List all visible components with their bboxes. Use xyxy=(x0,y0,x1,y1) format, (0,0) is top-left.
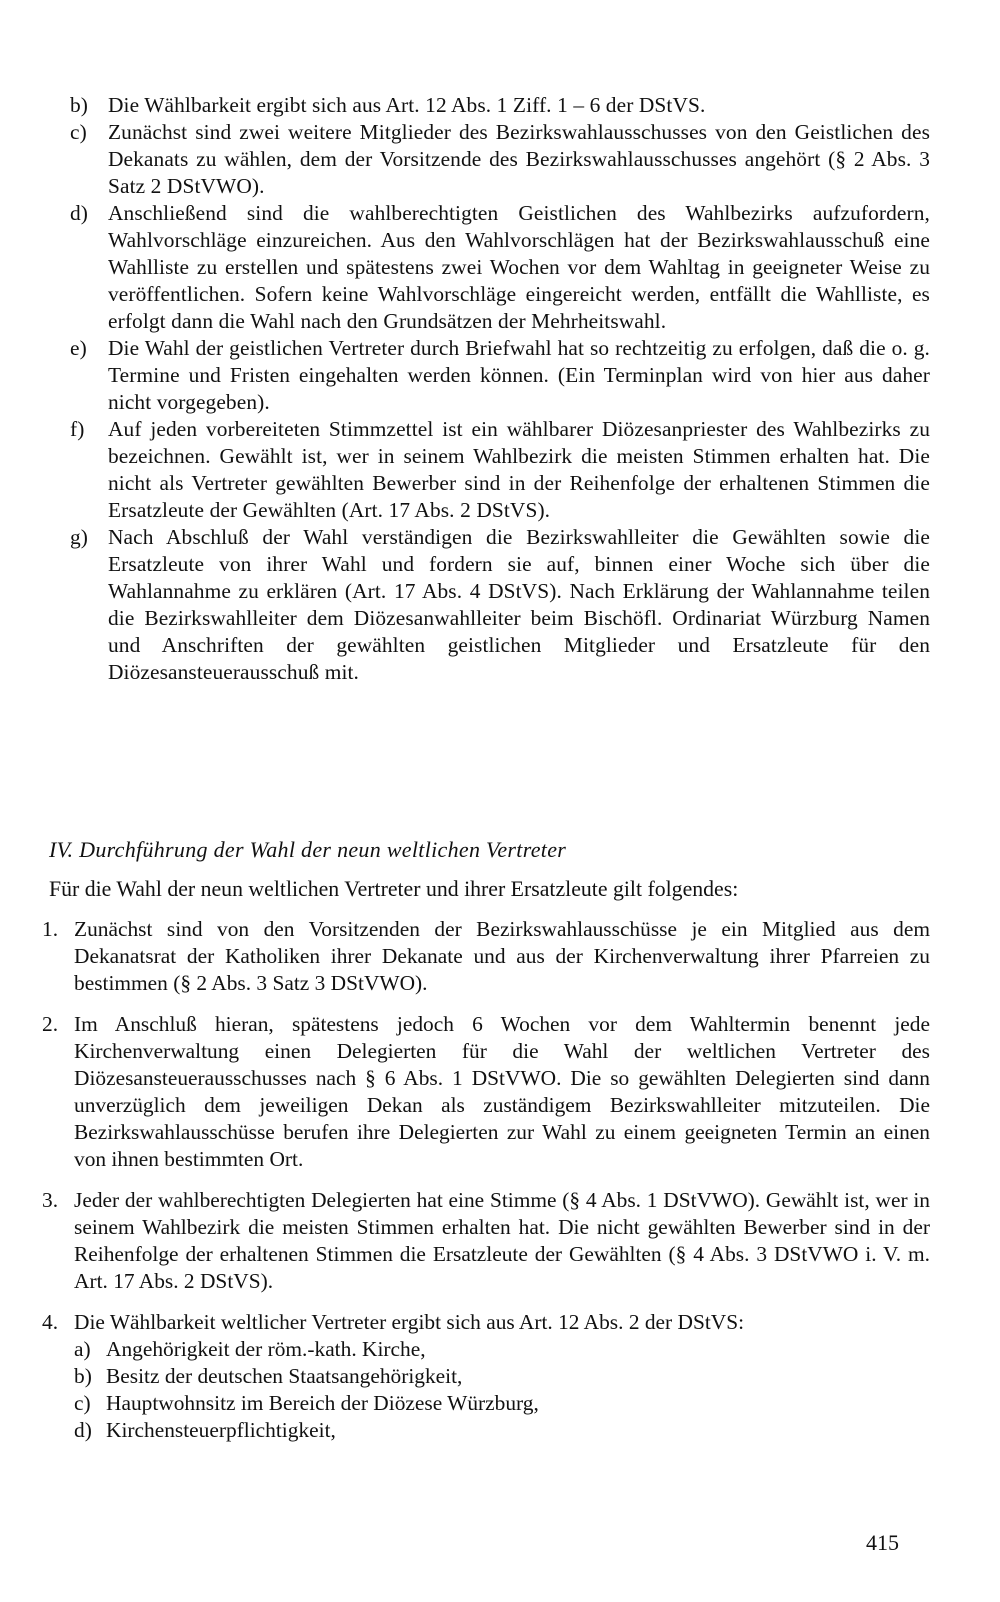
section-heading: IV. Durchführung der Wahl der neun weltlichen Vertreter xyxy=(49,837,567,862)
list-item xyxy=(70,524,930,686)
list-marker: 4. xyxy=(42,1310,59,1334)
list-item-text: Nach Abschluß der Wahl verständigen die Bezirkswahlleiter die Gewählten sowie die Ersatzleute von ihrer Wahl und fordern sie auf, binnen einer Woche sich über die Wahlannahme zu erklären (Art. 17 Abs. 4 DStVS). Nach Erklärung der Wahlannahme teilen die Bezirkswahlleiter dem Diözesanwahlleiter beim Bischöfl. Ordinariat Würzburg Namen und Anschriften der gewählten geistlichen Mitglieder und Ersatzleute für den Diözesansteuerausschuß mit. xyxy=(108,525,930,684)
list-item-text: Jeder der wahlberechtigten Delegierten hat eine Stimme (§ 4 Abs. 1 DStVWO). Gewählt ist, wer in seinem Wahlbezirk die meisten Stimmen erhalten hat. Die nicht gewählten Bewerber sind in der Reihenfolge der erhaltenen Stimmen die Ersatzleute der Gewählten (§ 4 Abs. 3 DStVWO i. V. m. Art. 17 Abs. 2 DStVS). xyxy=(74,1188,930,1293)
list-item xyxy=(70,335,930,416)
list-marker: a) xyxy=(74,1337,91,1361)
list-marker: d) xyxy=(70,201,89,225)
numbered-list xyxy=(42,916,930,1444)
sub-list-item xyxy=(74,1390,930,1417)
list-item-body xyxy=(74,1309,930,1444)
section-intro: Für die Wahl der neun weltlichen Vertreter und ihrer Ersatzleute gilt folgendes: xyxy=(49,877,739,901)
list-item xyxy=(70,416,930,524)
list-item-text: Kirchensteuerpflichtigkeit, xyxy=(106,1418,336,1442)
list-item-text: Die Wahl der geistlichen Vertreter durch Briefwahl hat so rechtzeitig zu erfolgen, daß die o. g. Termine und Fristen eingehalten werden können. (Ein Terminplan wird von hier aus daher nicht vorgegeben). xyxy=(108,336,930,414)
sub-list-item xyxy=(74,1336,930,1363)
list-item xyxy=(70,200,930,335)
sub-list-item xyxy=(74,1363,930,1390)
list-marker: c) xyxy=(74,1391,91,1415)
list-item-text: Besitz der deutschen Staatsangehörigkeit, xyxy=(106,1364,463,1388)
list-marker: c) xyxy=(70,120,87,144)
list-marker: b) xyxy=(70,93,89,117)
list-item-text: Die Wählbarkeit weltlicher Vertreter ergibt sich aus Art. 12 Abs. 2 der DStVS: xyxy=(74,1310,745,1334)
list-marker: d) xyxy=(74,1418,92,1442)
list-item-text: Im Anschluß hieran, spätestens jedoch 6 Wochen vor dem Wahltermin benennt jede Kirchenverwaltung einen Delegierten für die Wahl der weltlichen Vertreter des Diözesansteuerausschusses nach § 6 Abs. 1 DStVWO. Die so gewählten Delegierten sind dann unverzüglich dem jeweiligen Dekan als zuständigem Bezirkswahlleiter mitzuteilen. Die Bezirkswahlausschüsse berufen ihre Delegierten zur Wahl zu einem geeigneten Termin an einen von ihnen bestimmten Ort. xyxy=(74,1012,930,1171)
list-item xyxy=(70,119,930,200)
lettered-list xyxy=(70,92,930,686)
list-item xyxy=(42,1011,930,1173)
list-item-text: Auf jeden vorbereiteten Stimmzettel ist ein wählbarer Diözesanpriester des Wahlbezirks zu bezeichnen. Gewählt ist, wer in seinem Wahlbezirk die meisten Stimmen erhalten hat. Die nicht als Vertreter gewählten Bewerber sind in der Reihenfolge der erhaltenen Stimmen die Ersatzleute der Gewählten (Art. 17 Abs. 2 DStVS). xyxy=(108,417,930,522)
list-item-text: Die Wählbarkeit ergibt sich aus Art. 12 Abs. 1 Ziff. 1 – 6 der DStVS. xyxy=(108,93,706,117)
sub-list-item xyxy=(74,1417,930,1444)
list-item xyxy=(42,1187,930,1295)
list-item xyxy=(70,92,930,119)
page-number: 415 xyxy=(866,1530,899,1555)
list-item xyxy=(42,916,930,997)
list-marker: g) xyxy=(70,525,89,549)
list-item-text: Angehörigkeit der röm.-kath. Kirche, xyxy=(106,1337,426,1361)
list-marker: 1. xyxy=(42,917,59,941)
list-marker: e) xyxy=(70,336,87,360)
list-marker: 2. xyxy=(42,1012,59,1036)
list-item-text: Zunächst sind von den Vorsitzenden der Bezirkswahlausschüsse je ein Mitglied aus dem Dekanatsrat der Katholiken ihrer Dekanate und aus der Kirchenverwaltung ihrer Pfarreien zu bestimmen (§ 2 Abs. 3 Satz 3 DStVWO). xyxy=(74,917,930,995)
sub-list xyxy=(74,1336,930,1444)
list-item-text: Hauptwohnsitz im Bereich der Diözese Würzburg, xyxy=(106,1391,539,1415)
list-marker: f) xyxy=(70,417,85,441)
list-marker: 3. xyxy=(42,1188,59,1212)
list-item-text: Anschließend sind die wahlberechtigten Geistlichen des Wahlbezirks aufzufordern, Wahlvorschläge einzureichen. Aus den Wahlvorschlägen hat der Bezirkswahlausschuß eine Wahlliste zu erstellen und spätestens zwei Wochen vor dem Wahltag in geeigneter Weise zu veröffentlichen. Sofern keine Wahlvorschläge eingereicht werden, entfällt die Wahlliste, es erfolgt dann die Wahl nach den Grundsätzen der Mehrheitswahl. xyxy=(108,201,930,333)
list-item xyxy=(42,1309,930,1444)
list-item-text: Zunächst sind zwei weitere Mitglieder des Bezirkswahlausschusses von den Geistlichen des Dekanats zu wählen, dem der Vorsitzende des Bezirkswahlausschusses angehört (§ 2 Abs. 3 Satz 2 DStVWO). xyxy=(108,120,930,198)
list-marker: b) xyxy=(74,1364,92,1388)
